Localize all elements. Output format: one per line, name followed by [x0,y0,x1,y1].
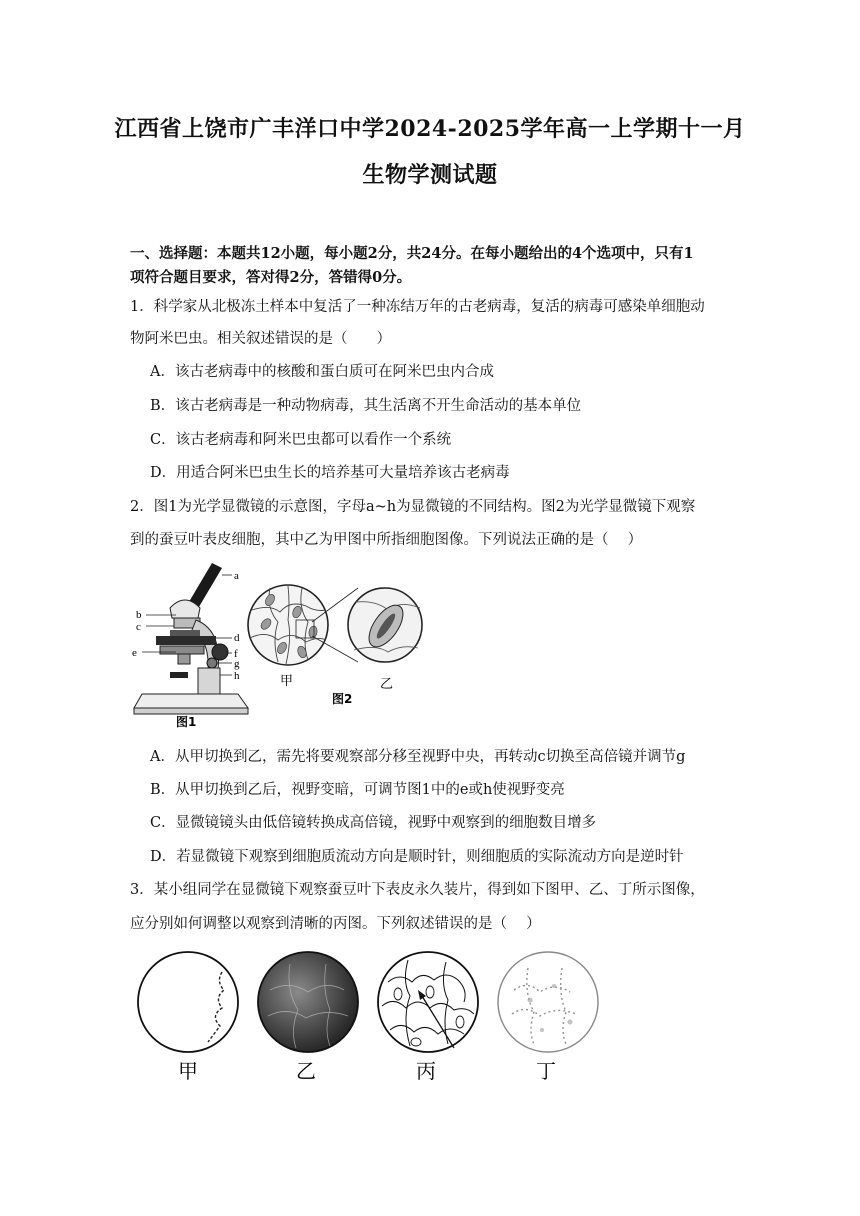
q2-stem-line1: 2．图1为光学显微镜的示意图，字母a~h为显微镜的不同结构。图2为光学显微镜下观察 [130,499,696,515]
fig2-label-jia: 甲 [280,674,294,689]
q3-label-yi: 乙 [296,1059,316,1083]
microscope-letter-c: c [136,621,141,633]
q2-option-c: C．显微镜镜头由低倍镜转换成高倍镜，视野中观察到的细胞数目增多 [150,815,597,831]
q2-figure [130,560,430,730]
microscope-letter-e: e [132,647,137,659]
microscope-field-icon [138,952,598,1052]
section-intro-line1: 一、选择题：本题共12小题，每小题2分，共24分。在每小题给出的4个选项中，只有1 [130,245,694,262]
q1-option-d: D．用适合阿米巴虫生长的培养基可大量培养该古老病毒 [150,465,510,481]
microscope-letter-h: h [234,670,240,682]
q3-label-jia: 甲 [178,1059,198,1083]
q2-option-b: B．从甲切换到乙后，视野变暗，可调节图1中的e或h使视野变亮 [150,782,565,798]
document-title-line2: 生物学测试题 [362,162,498,188]
q2-stem-line2: 到的蚕豆叶表皮细胞，其中乙为甲图中所指细胞图像。下列说法正确的是（ ） [130,532,643,548]
q1-stem-line1: 1．科学家从北极冻土样本中复活了一种冻结万年的古老病毒，复活的病毒可感染单细胞动 [130,299,705,315]
microscope-letter-d: d [234,632,240,644]
microscope-letter-g: g [234,658,240,670]
q1-stem-line2: 物阿米巴虫。相关叙述错误的是（ ） [130,331,391,347]
epidermal-cells-icon [248,585,422,665]
microscope-icon [134,563,248,714]
q2-option-a: A．从甲切换到乙，需先将要观察部分移至视野中央，再转动c切换至高倍镜并调节g [150,749,686,765]
q3-label-bing: 丙 [416,1059,436,1083]
fig2-caption: 图2 [332,692,353,706]
document-title-line1: 江西省上饶市广丰洋口中学2024-2025学年高一上学期十一月 [114,116,746,142]
microscope-letter-a: a [234,570,239,582]
q1-option-c: C．该古老病毒和阿米巴虫都可以看作一个系统 [150,432,452,448]
section-intro-line2: 项符合题目要求，答对得2分，答错得0分。 [130,269,412,286]
q1-option-b: B．该古老病毒是一种动物病毒，其生活离不开生命活动的基本单位 [150,398,582,414]
q3-figure [130,950,600,1095]
q3-stem-line1: 3．某小组同学在显微镜下观察蚕豆叶下表皮永久装片，得到如下图甲、乙、丁所示图像， [130,882,705,898]
fig1-caption: 图1 [176,715,197,729]
microscope-letter-b: b [136,609,142,621]
q3-label-ding: 丁 [536,1059,556,1083]
q3-stem-line2: 应分别如何调整以观察到清晰的丙图。下列叙述错误的是（ ） [130,916,541,932]
microscope-letter-f: f [234,648,238,660]
q2-option-d: D．若显微镜下观察到细胞质流动方向是顺时针，则细胞质的实际流动方向是逆时针 [150,849,684,865]
fig2-label-yi: 乙 [380,677,394,692]
q1-option-a: A．该古老病毒中的核酸和蛋白质可在阿米巴虫内合成 [150,364,494,380]
